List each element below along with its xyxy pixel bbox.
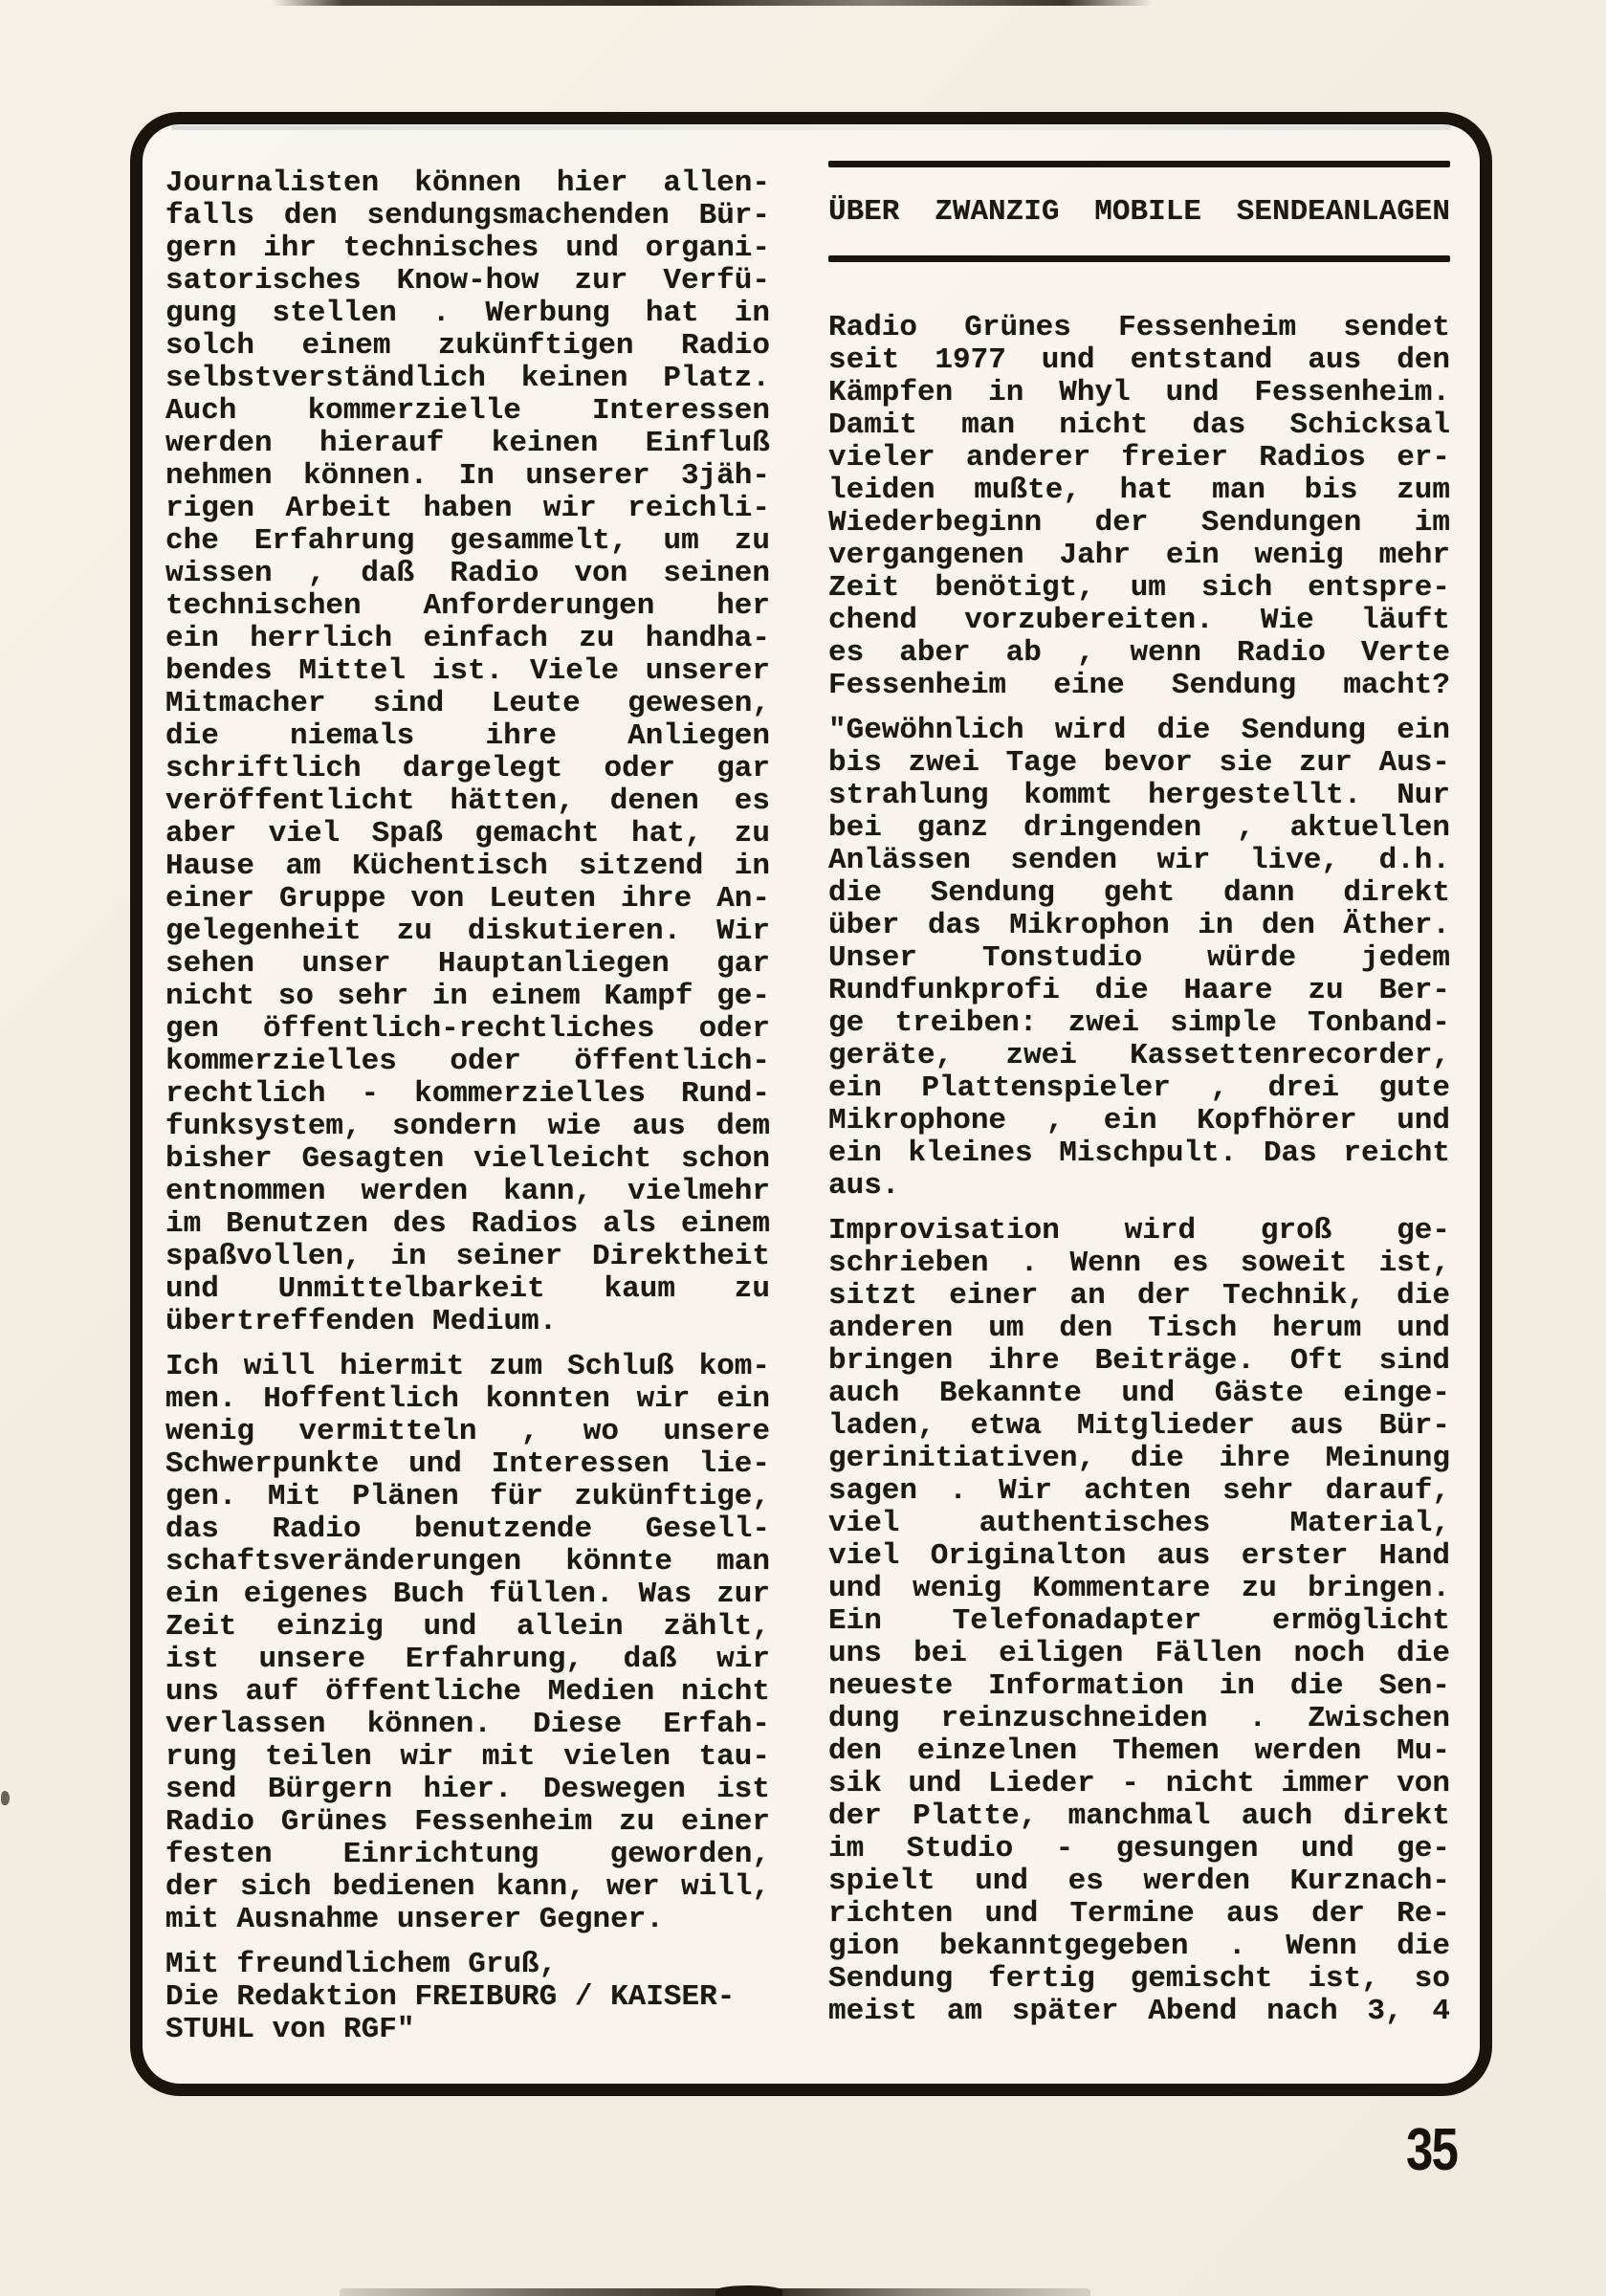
text-line: ein Plattenspieler , drei gute <box>828 1071 1450 1105</box>
paragraph <box>828 312 1450 702</box>
paragraph <box>828 1215 1450 2028</box>
text-line: vieler anderer freier Radios er- <box>828 441 1450 475</box>
paragraph <box>165 1351 770 1936</box>
text-line: ist unsere Erfahrung, daß wir <box>165 1643 770 1676</box>
text-line: viel authentisches Material, <box>828 1507 1450 1540</box>
text-line: rung teilen wir mit vielen tau- <box>165 1740 770 1774</box>
left-column <box>165 167 770 2046</box>
text-line: sagen . Wir achten sehr darauf, <box>828 1474 1450 1508</box>
text-line: Damit man nicht das Schicksal <box>828 408 1450 442</box>
header-rule-top <box>828 161 1450 167</box>
text-line: seit 1977 und entstand aus den <box>828 343 1450 377</box>
text-line: Radio Grünes Fessenheim sendet <box>828 311 1450 344</box>
text-line: aus. <box>828 1169 900 1203</box>
text-line: übertreffenden Medium. <box>165 1305 558 1338</box>
text-line: gung stellen . Werbung hat in <box>165 297 770 330</box>
text-line: sehen unser Hauptanliegen gar <box>165 947 770 981</box>
text-line: men. Hoffentlich konnten wir ein <box>165 1382 770 1416</box>
text-line: Auch kommerzielle Interessen <box>165 394 770 428</box>
text-line: auch Bekannte und Gäste einge- <box>828 1377 1450 1410</box>
text-line: Mit freundlichem Gruß, <box>165 1948 558 1981</box>
text-line: Ein Telefonadapter ermöglicht <box>828 1604 1450 1638</box>
text-line: spielt und es werden Kurznach- <box>828 1865 1450 1898</box>
text-line: verlassen können. Diese Erfah- <box>165 1708 770 1741</box>
text-line: Radio Grünes Fessenheim zu einer <box>165 1805 770 1839</box>
text-line: funksystem, sondern wie aus dem <box>165 1110 770 1143</box>
text-line: gen öffentlich-rechtliches oder <box>165 1012 770 1046</box>
text-line: schaftsveränderungen könnte man <box>165 1545 770 1578</box>
text-line: der sich bedienen kann, wer will, <box>165 1870 770 1904</box>
text-line: die niemals ihre Anliegen <box>165 719 770 753</box>
text-line: Mikrophone , ein Kopfhörer und <box>828 1104 1450 1137</box>
text-line: spaßvollen, in seiner Direktheit <box>165 1240 770 1273</box>
text-line: über das Mikrophon in den Äther. <box>828 909 1450 942</box>
text-line: sik und Lieder - nicht immer von <box>828 1767 1450 1800</box>
text-line: kommerzielles oder öffentlich- <box>165 1045 770 1078</box>
text-line: im Benutzen des Radios als einem <box>165 1207 770 1241</box>
text-line: und Unmittelbarkeit kaum zu <box>165 1272 770 1306</box>
text-line: vergangenen Jahr ein wenig mehr <box>828 539 1450 572</box>
text-line: bringen ihre Beiträge. Oft sind <box>828 1344 1450 1378</box>
text-line: Die Redaktion FREIBURG / KAISER- <box>165 1980 736 2014</box>
text-line: Ich will hiermit zum Schluß kom- <box>165 1350 770 1383</box>
text-line: selbstverständlich keinen Platz. <box>165 362 770 395</box>
paragraph <box>828 715 1450 1203</box>
text-line: uns auf öffentliche Medien nicht <box>165 1675 770 1709</box>
paragraph <box>165 167 770 1338</box>
text-line: den einzelnen Themen werden Mu- <box>828 1734 1450 1768</box>
text-line: rechtlich - kommerzielles Rund- <box>165 1077 770 1111</box>
text-line: che Erfahrung gesammelt, um zu <box>165 524 770 558</box>
text-line: Fessenheim eine Sendung macht? <box>828 669 1450 702</box>
text-line: gion bekanntgegeben . Wenn die <box>828 1930 1450 1963</box>
text-line: bei ganz dringenden , aktuellen <box>828 811 1450 845</box>
text-line: nehmen können. In unserer 3jäh- <box>165 459 770 493</box>
text-line: Mitmacher sind Leute gewesen, <box>165 687 770 720</box>
text-line: geräte, zwei Kassettenrecorder, <box>828 1039 1450 1072</box>
text-line: anderen um den Tisch herum und <box>828 1312 1450 1345</box>
text-line: "Gewöhnlich wird die Sendung ein <box>828 714 1450 747</box>
text-line: nicht so sehr in einem Kampf ge- <box>165 980 770 1013</box>
text-line: mit Ausnahme unserer Gegner. <box>165 1903 664 1936</box>
text-line: bisher Gesagten vielleicht schon <box>165 1142 770 1176</box>
text-line: Unser Tonstudio würde jedem <box>828 941 1450 975</box>
scan-artifact-top <box>273 0 1153 6</box>
text-line: gerinitiativen, die ihre Meinung <box>828 1442 1450 1475</box>
text-line: und wenig Kommentare zu bringen. <box>828 1572 1450 1605</box>
text-line: viel Originalton aus erster Hand <box>828 1539 1450 1573</box>
text-line: Wiederbeginn der Sendungen im <box>828 506 1450 540</box>
text-line: es aber ab , wenn Radio Verte <box>828 636 1450 670</box>
text-line: solch einem zukünftigen Radio <box>165 329 770 363</box>
text-line: send Bürgern hier. Deswegen ist <box>165 1773 770 1806</box>
text-line: laden, etwa Mitglieder aus Bür- <box>828 1409 1450 1443</box>
text-line: Improvisation wird groß ge- <box>828 1214 1450 1247</box>
text-line: Zeit einzig und allein zählt, <box>165 1610 770 1644</box>
text-line: strahlung kommt hergestellt. Nur <box>828 779 1450 812</box>
text-line: veröffentlicht hätten, denen es <box>165 784 770 818</box>
text-line: ein eigenes Buch füllen. Was zur <box>165 1578 770 1611</box>
text-line: wissen , daß Radio von seinen <box>165 557 770 590</box>
text-line: Hause am Küchentisch sitzend in <box>165 850 770 883</box>
text-line: bendes Mittel ist. Viele unserer <box>165 654 770 688</box>
text-line: im Studio - gesungen und ge- <box>828 1832 1450 1866</box>
text-line: uns bei eiligen Fällen noch die <box>828 1637 1450 1670</box>
text-line: werden hierauf keinen Einfluß <box>165 427 770 460</box>
text-line: ge treiben: zwei simple Tonband- <box>828 1006 1450 1040</box>
text-line: schriftlich dargelegt oder gar <box>165 752 770 785</box>
text-line: Anlässen senden wir live, d.h. <box>828 844 1450 877</box>
text-line: festen Einrichtung geworden, <box>165 1838 770 1871</box>
text-line: entnommen werden kann, vielmehr <box>165 1175 770 1208</box>
header-rule-bottom <box>828 255 1450 262</box>
right-column <box>828 161 1450 2028</box>
text-line: der Platte, manchmal auch direkt <box>828 1799 1450 1833</box>
text-line: ein herrlich einfach zu handha- <box>165 622 770 655</box>
text-line: gelegenheit zu diskutieren. Wir <box>165 915 770 948</box>
text-line: Rundfunkprofi die Haare zu Ber- <box>828 974 1450 1007</box>
text-line: meist am später Abend nach 3, 4 <box>828 1995 1450 2028</box>
text-line: Zeit benötigt, um sich entspre- <box>828 571 1450 605</box>
text-line: Sendung fertig gemischt ist, so <box>828 1962 1450 1996</box>
text-line: Kämpfen in Whyl und Fessenheim. <box>828 376 1450 409</box>
paper-speck <box>1 1791 10 1805</box>
text-line: leiden mußte, hat man bis zum <box>828 474 1450 507</box>
text-line: dung reinzuschneiden . Zwischen <box>828 1702 1450 1735</box>
text-line: einer Gruppe von Leuten ihre An- <box>165 882 770 916</box>
text-line: STUHL von RGF" <box>165 2013 415 2046</box>
text-line: Schwerpunkte und Interessen lie- <box>165 1447 770 1481</box>
text-line: aber viel Spaß gemacht hat, zu <box>165 817 770 850</box>
text-line: technischen Anforderungen her <box>165 589 770 623</box>
right-column-paragraphs <box>828 312 1450 2028</box>
text-line: rigen Arbeit haben wir reichli- <box>165 492 770 525</box>
text-line: schrieben . Wenn es soweit ist, <box>828 1247 1450 1280</box>
text-line: die Sendung geht dann direkt <box>828 876 1450 910</box>
text-line: bis zwei Tage bevor sie zur Aus- <box>828 746 1450 780</box>
text-line: ein kleines Mischpult. Das reicht <box>828 1137 1450 1170</box>
text-line: wenig vermitteln , wo unsere <box>165 1415 770 1448</box>
paragraph <box>165 1949 770 2046</box>
text-line: satorisches Know-how zur Verfü- <box>165 264 770 298</box>
text-line: gern ihr technisches und organi- <box>165 232 770 265</box>
text-line: das Radio benutzende Gesell- <box>165 1512 770 1546</box>
text-line: gen. Mit Plänen für zukünftige, <box>165 1480 770 1513</box>
text-line: Journalisten können hier allen- <box>165 166 770 200</box>
text-line: neueste Information in die Sen- <box>828 1669 1450 1703</box>
text-line: sitzt einer an der Technik, die <box>828 1279 1450 1313</box>
scan-artifact-bottom <box>340 2288 1090 2296</box>
left-column-paragraphs <box>165 167 770 2046</box>
text-line: richten und Termine aus der Re- <box>828 1897 1450 1931</box>
page-number: 35 <box>1406 2117 1458 2183</box>
article-title: ÜBER ZWANZIG MOBILE SENDEANLAGEN <box>828 195 1450 229</box>
text-line: falls den sendungsmachenden Bür- <box>165 199 770 232</box>
text-line: chend vorzubereiten. Wie läuft <box>828 604 1450 637</box>
